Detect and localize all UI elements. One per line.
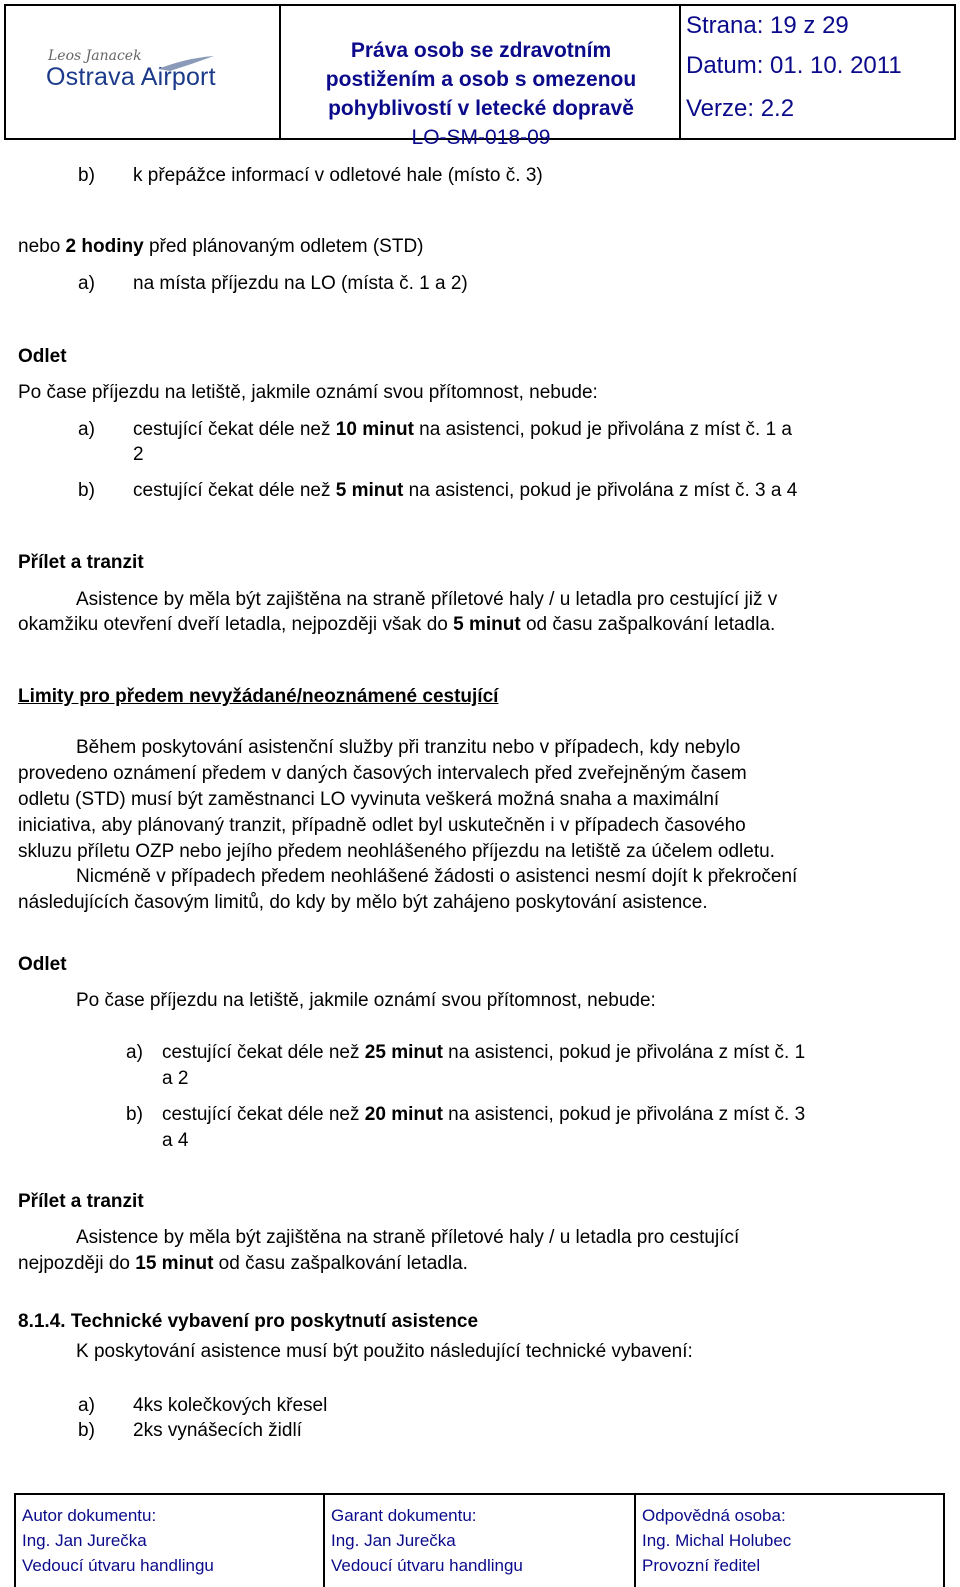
paragraph-line: následujících časovým limitů, do kdy by mělo být zahájeno poskytování asistence. xyxy=(18,892,708,913)
paragraph: nebo 2 hodiny před plánovaným odletem (STD) xyxy=(18,236,424,257)
list-item: na místa příjezdu na LO (místa č. 1 a 2) xyxy=(133,273,468,294)
title-cell xyxy=(281,6,681,149)
paragraph: Po čase příjezdu na letiště, jakmile oznámí svou přítomnost, nebude: xyxy=(18,382,598,403)
author-label: Autor dokumentu: xyxy=(22,1506,157,1525)
list-marker: b) xyxy=(78,1420,95,1441)
meta-cell xyxy=(681,6,954,138)
paragraph-line: okamžiku otevření dveří letadla, nejpozději však do 5 minut od času zašpalkování letadla. xyxy=(18,614,776,635)
document-header xyxy=(4,4,956,149)
document-version: Verze: 2.2 xyxy=(686,95,795,122)
list-item: cestující čekat déle než 25 minut na asistenci, pokud je přivolána z míst č. 1 xyxy=(162,1042,806,1063)
paragraph: K poskytování asistence musí být použito následující technické vybavení: xyxy=(76,1341,693,1362)
list-marker: a) xyxy=(126,1042,143,1063)
guarantor-role: Vedoucí útvaru handlingu xyxy=(331,1556,523,1575)
paragraph-line: provedeno oznámení předem v daných časových intervalech před zveřejněným časem xyxy=(18,763,747,784)
paragraph-line: Asistence by měla být zajištěna na straně příletové haly / u letadla pro cestující již v xyxy=(76,589,778,610)
guarantor-cell xyxy=(325,1495,636,1587)
paragraph-line: odletu (STD) musí být zaměstnanci LO vyvinuta veškerá možná snaha a maximální xyxy=(18,789,720,810)
list-marker: b) xyxy=(78,480,95,501)
list-item-continuation: 2 xyxy=(133,444,144,465)
guarantor-name: Ing. Jan Jurečka xyxy=(331,1531,456,1550)
limits-heading: Limity pro předem nevyžádané/neoznámené cestující xyxy=(18,686,499,707)
paragraph-line: iniciativa, aby plánovaný tranzit, případně odlet byl uskutečněn i v případech časového xyxy=(18,815,746,836)
document-footer xyxy=(14,1493,945,1587)
document-date: Datum: 01. 10. 2011 xyxy=(686,52,902,79)
section-heading: Přílet a tranzit xyxy=(18,552,144,573)
paragraph-line: Během poskytování asistenční služby při tranzitu nebo v případech, kdy nebylo xyxy=(76,737,741,758)
document-code: LO-SM-018-09 xyxy=(411,126,551,149)
list-item-continuation: a 4 xyxy=(162,1130,189,1151)
author-role: Vedoucí útvaru handlingu xyxy=(22,1556,214,1575)
list-item: 4ks kolečkových křesel xyxy=(133,1395,328,1416)
logo-signature: Leos Janacek xyxy=(48,48,142,64)
paragraph-line: Nicméně v případech předem neohlášené žádosti o asistenci nesmí dojít k překročení xyxy=(76,866,798,887)
page-number: Strana: 19 z 29 xyxy=(686,12,849,39)
list-marker: b) xyxy=(126,1104,143,1125)
author-name: Ing. Jan Jurečka xyxy=(22,1531,147,1550)
list-marker: a) xyxy=(78,1395,95,1416)
list-item-continuation: a 2 xyxy=(162,1068,189,1089)
logo-airport-name: Ostrava Airport xyxy=(46,63,216,91)
list-marker: b) xyxy=(78,165,95,186)
section-heading: Odlet xyxy=(18,346,67,367)
list-marker: a) xyxy=(78,419,95,440)
document-title: Práva osob se zdravotním postižením a osob s omezenou pohyblivostí v letecké dopravě LO-SM-018-09 xyxy=(281,36,681,152)
list-item: cestující čekat déle než 5 minut na asistenci, pokud je přivolána z míst č. 3 a 4 xyxy=(133,480,798,501)
section-heading: Odlet xyxy=(18,954,67,975)
responsible-label: Odpovědná osoba: xyxy=(642,1506,786,1525)
responsible-cell xyxy=(636,1495,943,1587)
paragraph-line: nejpozději do 15 minut od času zašpalkování letadla. xyxy=(18,1253,468,1274)
list-item: 2ks vynášecích židlí xyxy=(133,1420,302,1441)
list-marker: a) xyxy=(78,273,95,294)
logo-cell xyxy=(6,6,281,138)
paragraph: Po čase příjezdu na letiště, jakmile oznámí svou přítomnost, nebude: xyxy=(76,990,656,1011)
paragraph-line: skluzu příletu OZP nebo jejího předem neohlášeného příjezdu na letiště za účelem odletu. xyxy=(18,841,775,862)
airplane-icon xyxy=(156,54,216,74)
list-item: cestující čekat déle než 20 minut na asistenci, pokud je přivolána z míst č. 3 xyxy=(162,1104,806,1125)
section-heading: Přílet a tranzit xyxy=(18,1191,144,1212)
list-item: cestující čekat déle než 10 minut na asistenci, pokud je přivolána z míst č. 1 a xyxy=(133,419,792,440)
paragraph-line: Asistence by měla být zajištěna na straně příletové haly / u letadla pro cestující xyxy=(76,1227,740,1248)
guarantor-label: Garant dokumentu: xyxy=(331,1506,477,1525)
numbered-section-heading: 8.1.4. Technické vybavení pro poskytnutí asistence xyxy=(18,1311,479,1332)
responsible-role: Provozní ředitel xyxy=(642,1556,761,1575)
list-item: k přepážce informací v odletové hale (místo č. 3) xyxy=(133,165,543,186)
author-cell xyxy=(16,1495,325,1587)
responsible-name: Ing. Michal Holubec xyxy=(642,1531,792,1550)
